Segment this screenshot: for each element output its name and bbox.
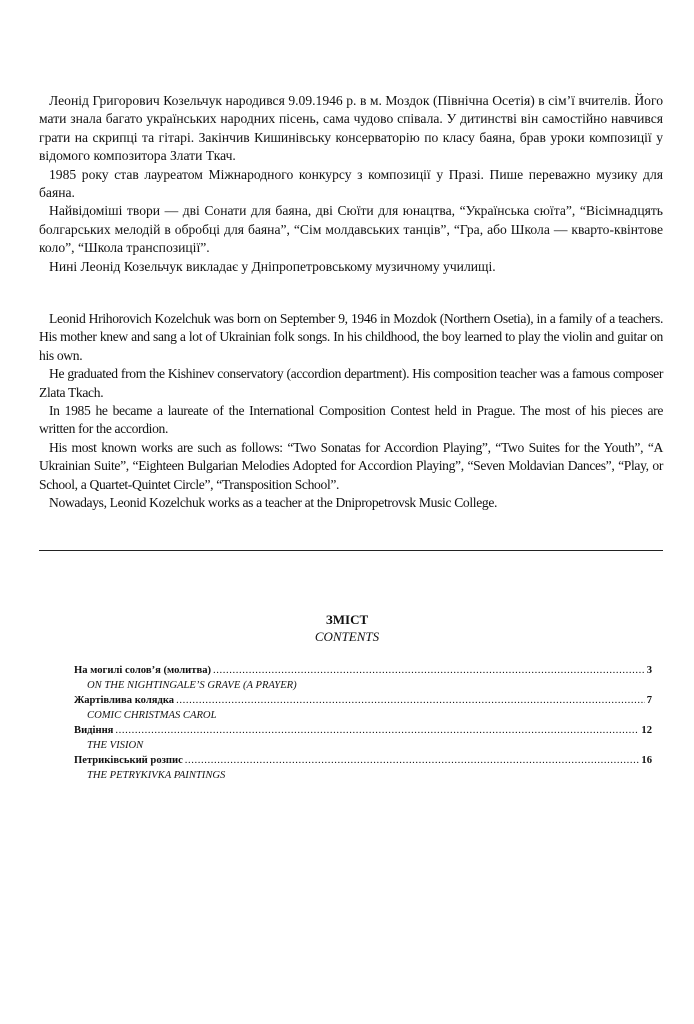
toc-entry-line[interactable] bbox=[74, 693, 652, 708]
toc-entry-subtitle: THE VISION bbox=[87, 740, 144, 751]
bio-uk-paragraph: Нині Леонід Козельчук викладає у Дніпропетровському музичному училищі. bbox=[49, 258, 496, 274]
toc-leader-dots bbox=[185, 753, 640, 768]
bio-en-paragraph: Nowadays, Leonid Kozelchuk works as a teacher at the Dnipropetrovsk Music College. bbox=[49, 495, 498, 511]
toc-entry-page: 3 bbox=[646, 665, 652, 676]
horizontal-divider bbox=[39, 550, 663, 551]
toc-leader-dots bbox=[213, 663, 645, 678]
bio-en-paragraph: He graduated from the Kishinev conservatory (accordion department). His composition teacher was a famous composer Zlata Tkach. bbox=[39, 366, 663, 400]
toc-entry bbox=[74, 693, 652, 723]
bio-en-paragraph: Leonid Hrihorovich Kozelchuk was born on September 9, 1946 in Mozdok (Northern Osetia), in a family of a teachers. His mother knew and sang a lot of Ukrainian folk songs. In his childhood, the boy learned to play the violin and guitar on his own. bbox=[39, 311, 663, 363]
bio-en-paragraph: In 1985 he became a laureate of the International Composition Contest held in Prague. The most of his pieces are written for the accordion. bbox=[39, 403, 663, 437]
contents-title: ЗМІСТ bbox=[325, 612, 369, 627]
toc-entry-title: Петриківський розпис bbox=[74, 755, 183, 766]
toc-entry-subtitle: COMIC CHRISTMAS CAROL bbox=[87, 710, 217, 721]
bio-en-paragraph: His most known works are such as follows: “Two Sonatas for Accordion Playing”, “Two Suites for the Youth”, “A Ukrainian Suite”, “Eighteen Bulgarian Melodies Adopted for Accordion Playing”, “Seven Moldavian Dances”, “Play, or School, a Quartet-Quintet Circle”, “Transposition School”. bbox=[39, 439, 663, 492]
toc-leader-dots bbox=[176, 693, 645, 708]
toc-entry bbox=[74, 753, 652, 783]
toc-entry-line[interactable] bbox=[74, 753, 652, 768]
toc-entry-line[interactable] bbox=[74, 723, 652, 738]
toc-entry-page: 7 bbox=[646, 695, 652, 706]
toc-leader-dots bbox=[115, 723, 639, 738]
bio-uk-paragraph: Найвідоміші твори — дві Сонати для баяна, дві Сюїти для юнацтва, “Українська сюїта”, “Вісімнадцять болгарських мелодій в обробці для баяна”, “Сім молдавських танців”, “Гра, або Школа — кварто-квінтове коло”, “Школа транспозиції”. bbox=[39, 203, 663, 256]
toc-entry-title: Видіння bbox=[74, 725, 114, 736]
toc-entry-line[interactable] bbox=[74, 663, 652, 678]
bio-uk-paragraph: 1985 року став лауреатом Міжнародного конкурсу з композиції у Празі. Пише переважно музику для баяна. bbox=[39, 166, 663, 201]
biography-ukrainian bbox=[39, 92, 663, 276]
contents-subtitle: CONTENTS bbox=[314, 629, 380, 644]
table-of-contents bbox=[74, 663, 652, 783]
contents-heading bbox=[0, 612, 694, 645]
toc-entry bbox=[74, 723, 652, 753]
biography-english bbox=[39, 310, 663, 512]
bio-uk-paragraph: Леонід Григорович Козельчук народився 9.09.1946 р. в м. Моздок (Північна Осетія) в сім’ї вчителів. Його мати знала багато українських народних пісень, сама чудово співала. У дитинстві він самостійно навчився грати на скрипці та гітарі. Закінчив Кишинівську консерваторію по класу баяна, брав уроки композиції у відомого композитора Злати Ткач. bbox=[39, 93, 663, 164]
toc-entry-subtitle: ON THE NIGHTINGALE’S GRAVE (A PRAYER) bbox=[87, 680, 297, 691]
toc-entry-page: 16 bbox=[641, 755, 652, 766]
toc-entry-page: 12 bbox=[641, 725, 652, 736]
toc-entry-title: На могилі солов’я (молитва) bbox=[74, 665, 212, 676]
toc-entry bbox=[74, 663, 652, 693]
toc-entry-subtitle: THE PETRYKIVKA PAINTINGS bbox=[87, 770, 226, 781]
toc-entry-title: Жартівлива колядка bbox=[74, 695, 175, 706]
